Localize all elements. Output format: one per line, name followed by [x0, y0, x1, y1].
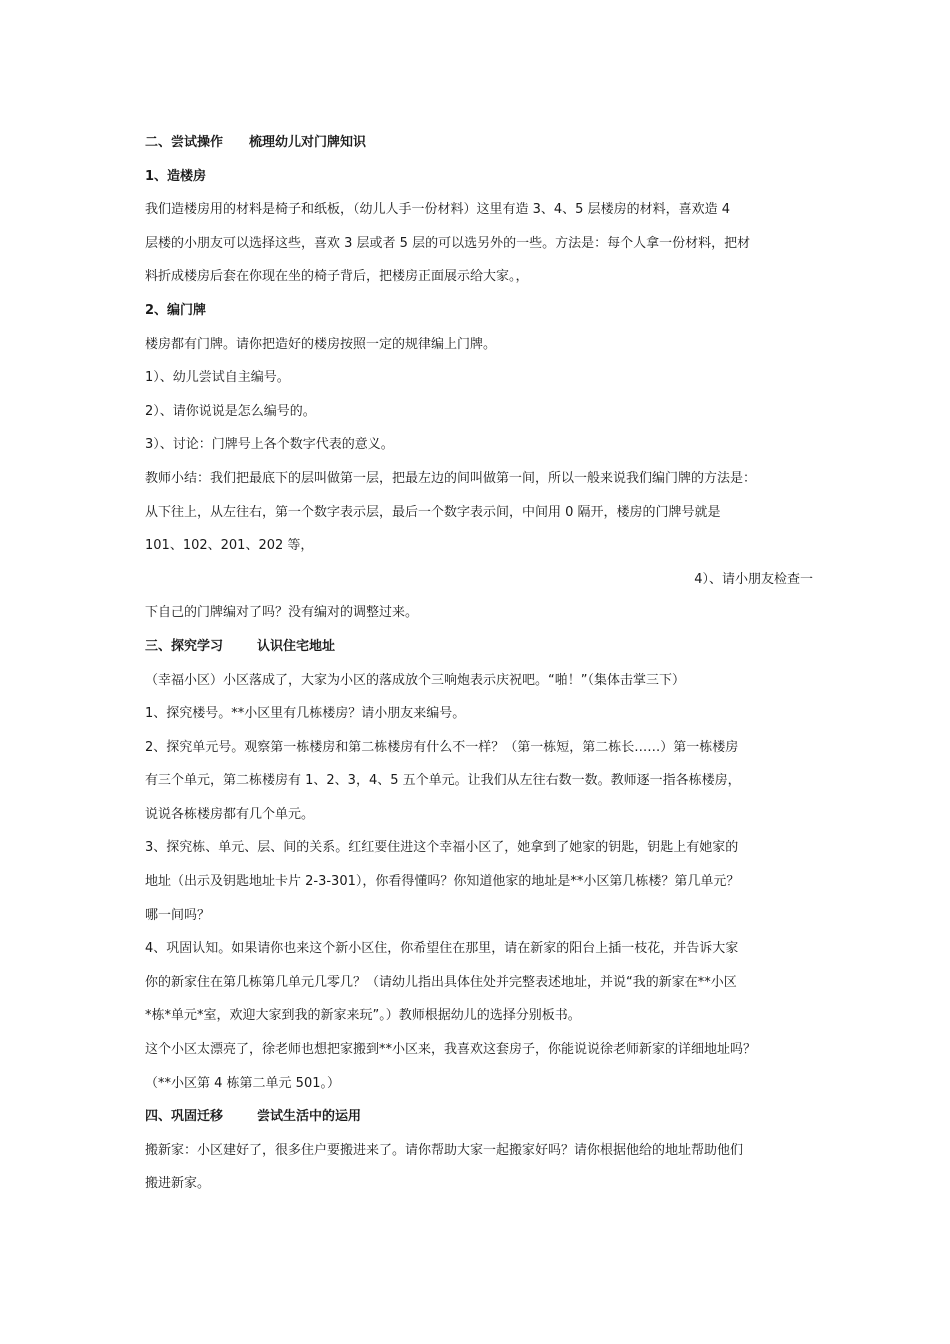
paragraph-line: 从下往上，从左往右，第一个数字表示层，最后一个数字表示间，中间用 0 隔开，楼房的门牌号就是: [145, 504, 721, 520]
paragraph-line: 下自己的门牌编对了吗？没有编对的调整过来。: [145, 605, 419, 621]
paragraph-line: （幸福小区）小区落成了，大家为小区的落成放个三响炮表示庆祝吧。“啪！”（集体击掌三下）: [145, 672, 685, 688]
paragraph-line: 2）、请你说说是怎么编号的。: [145, 403, 316, 419]
paragraph-line-right: 4）、请小朋友检查一: [694, 571, 813, 587]
section-2-heading: [145, 126, 813, 160]
document-body: [145, 126, 813, 1201]
section-4-heading: [145, 1100, 813, 1134]
paragraph-line: *栋*单元*室，欢迎大家到我的新家来玩”。）教师根据幼儿的选择分别板书。: [145, 1008, 581, 1024]
section-3-heading: [145, 630, 813, 664]
section-2-topic: 梳理幼儿对门牌知识: [249, 135, 367, 150]
paragraph-line: 楼房都有门牌。请你把造好的楼房按照一定的规律编上门牌。: [145, 336, 497, 352]
paragraph-line: 料折成楼房后套在你现在坐的椅子背后，把楼房正面展示给大家。，: [145, 269, 529, 285]
paragraph-line: 搬进新家。: [145, 1176, 211, 1192]
subheading-build-house: 1、造楼房: [145, 168, 207, 184]
paragraph-line: 教师小结：我们把最底下的层叫做第一层，把最左边的间叫做第一间，所以一般来说我们编门牌的方法是：: [145, 470, 757, 486]
paragraph-line: 1）、幼儿尝试自主编号。: [145, 370, 290, 386]
paragraph-line: 这个小区太漂亮了，徐老师也想把家搬到**小区来，我喜欢这套房子，你能说说徐老师新家的详细地址吗？: [145, 1042, 757, 1058]
paragraph-line: 地址（出示及钥匙地址卡片 2-3-301），你看得懂吗？你知道他家的地址是**小区第几栋楼？第几单元？: [145, 874, 740, 890]
paragraph-line: 我们造楼房用的材料是椅子和纸板，（幼儿人手一份材料）这里有造 3、4、5 层楼房的材料，喜欢造 4: [145, 202, 730, 218]
paragraph-line: （**小区第 4 栋第二单元 501。）: [145, 1075, 340, 1091]
paragraph-line: 3）、讨论：门牌号上各个数字代表的意义。: [145, 437, 394, 453]
paragraph-line: 101、102、201、202 等，: [145, 538, 314, 554]
paragraph-line: 搬新家：小区建好了，很多住户要搬进来了。请你帮助大家一起搬家好吗？请你根据他给的地址帮助他们: [145, 1142, 744, 1158]
paragraph-line: 你的新家住在第几栋第几单元几零几？（请幼儿指出具体住处并完整表述地址，并说“我的新家在**小区: [145, 974, 737, 990]
section-3-topic: 认识住宅地址: [257, 638, 336, 654]
paragraph-line: 2、探究单元号。观察第一栋楼房和第二栋楼房有什么不一样？（第一栋短，第二栋长……）第一栋楼房: [145, 739, 739, 755]
section-2-title: 二、尝试操作: [145, 135, 224, 150]
subheading-door-plate: 2、编门牌: [145, 302, 207, 318]
paragraph-line: 3、探究栋、单元、层、间的关系。红红要住进这个幸福小区了，她拿到了她家的钥匙，钥匙上有她家的: [145, 840, 739, 856]
paragraph-line: 4、巩固认知。如果请你也来这个新小区住，你希望住在那里，请在新家的阳台上插一枝花，并告诉大家: [145, 941, 739, 957]
paragraph-line: 说说各栋楼房都有几个单元。: [145, 806, 315, 822]
paragraph-line: 哪一间吗？: [145, 907, 211, 923]
paragraph-line: 有三个单元，第二栋楼房有 1、2、3，4、5 五个单元。让我们从左往右数一数。教师逐一指各栋楼房，: [145, 773, 741, 789]
section-4-title: 四、巩固迁移: [145, 1109, 224, 1125]
section-3-title: 三、探究学习: [145, 638, 224, 654]
section-4-topic: 尝试生活中的运用: [257, 1109, 362, 1125]
paragraph-line: 1、探究楼号。**小区里有几栋楼房？请小朋友来编号。: [145, 706, 466, 722]
paragraph-line: 层楼的小朋友可以选择这些，喜欢 3 层或者 5 层的可以选另外的一些。方法是：每个人拿一份材料，把材: [145, 235, 751, 251]
